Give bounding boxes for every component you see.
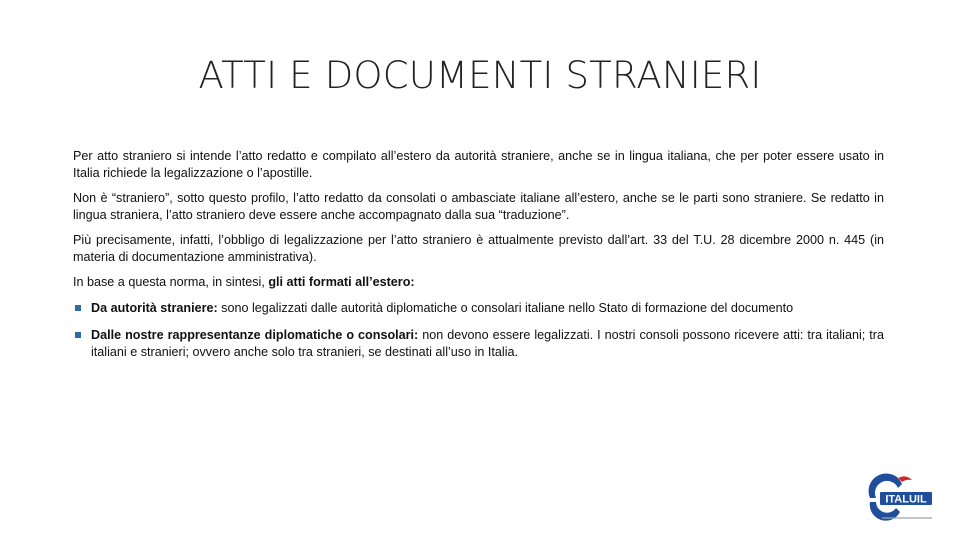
svg-text:ITALUIL: ITALUIL xyxy=(885,493,927,506)
italuil-logo xyxy=(862,472,936,522)
paragraph-2: Non è “straniero”, sotto questo profilo, l’atto redatto da consolati o ambasciate italiane all’estero, anche se le parti sono straniere. Se redatto in lingua straniera, l’atto straniero deve essere anche accompagnato dalla sua “traduzione”. xyxy=(73,191,884,222)
bullet-list xyxy=(73,300,884,361)
paragraph-1: Per atto straniero si intende l’atto redatto e compilato all’estero da autorità straniere, anche se in lingua italiana, che per poter essere usato in Italia richiede la legalizzazione o l’apostille. xyxy=(73,149,884,180)
square-bullet-icon xyxy=(75,332,81,338)
bullet-2-heading: Dalle nostre rappresentanze diplomatiche o consolari: xyxy=(91,328,419,342)
bullet-item-2 xyxy=(73,327,884,360)
slide-body xyxy=(73,148,884,371)
bullet-2-text: non devono essere legalizzati. I nostri consoli possono ricevere atti: tra italiani; tra italiani e stranieri; ovvero anche solo tra stranieri, se destinati all’uso in Italia. xyxy=(91,328,884,359)
bullet-1-heading: Da autorità straniere: xyxy=(91,300,218,315)
slide-title: ATTI E DOCUMENTI STRANIERI xyxy=(198,54,762,97)
intro-bold: gli atti formati all’estero: xyxy=(268,275,415,289)
bullet-1-text: sono legalizzati dalle autorità diplomatiche o consolari italiane nello Stato di formazione del documento xyxy=(217,300,794,315)
intro-text: In base a questa norma, in sintesi, xyxy=(73,275,269,289)
paragraph-3: Più precisamente, infatti, l’obbligo di legalizzazione per l’atto straniero è attualmente previsto dall’art. 33 del T.U. 28 dicembre 2000 n. 445 (in materia di documentazione amministrativa). xyxy=(73,233,884,264)
intro-paragraph xyxy=(73,274,884,291)
bullet-item-1 xyxy=(73,300,884,317)
square-bullet-icon xyxy=(75,305,81,311)
